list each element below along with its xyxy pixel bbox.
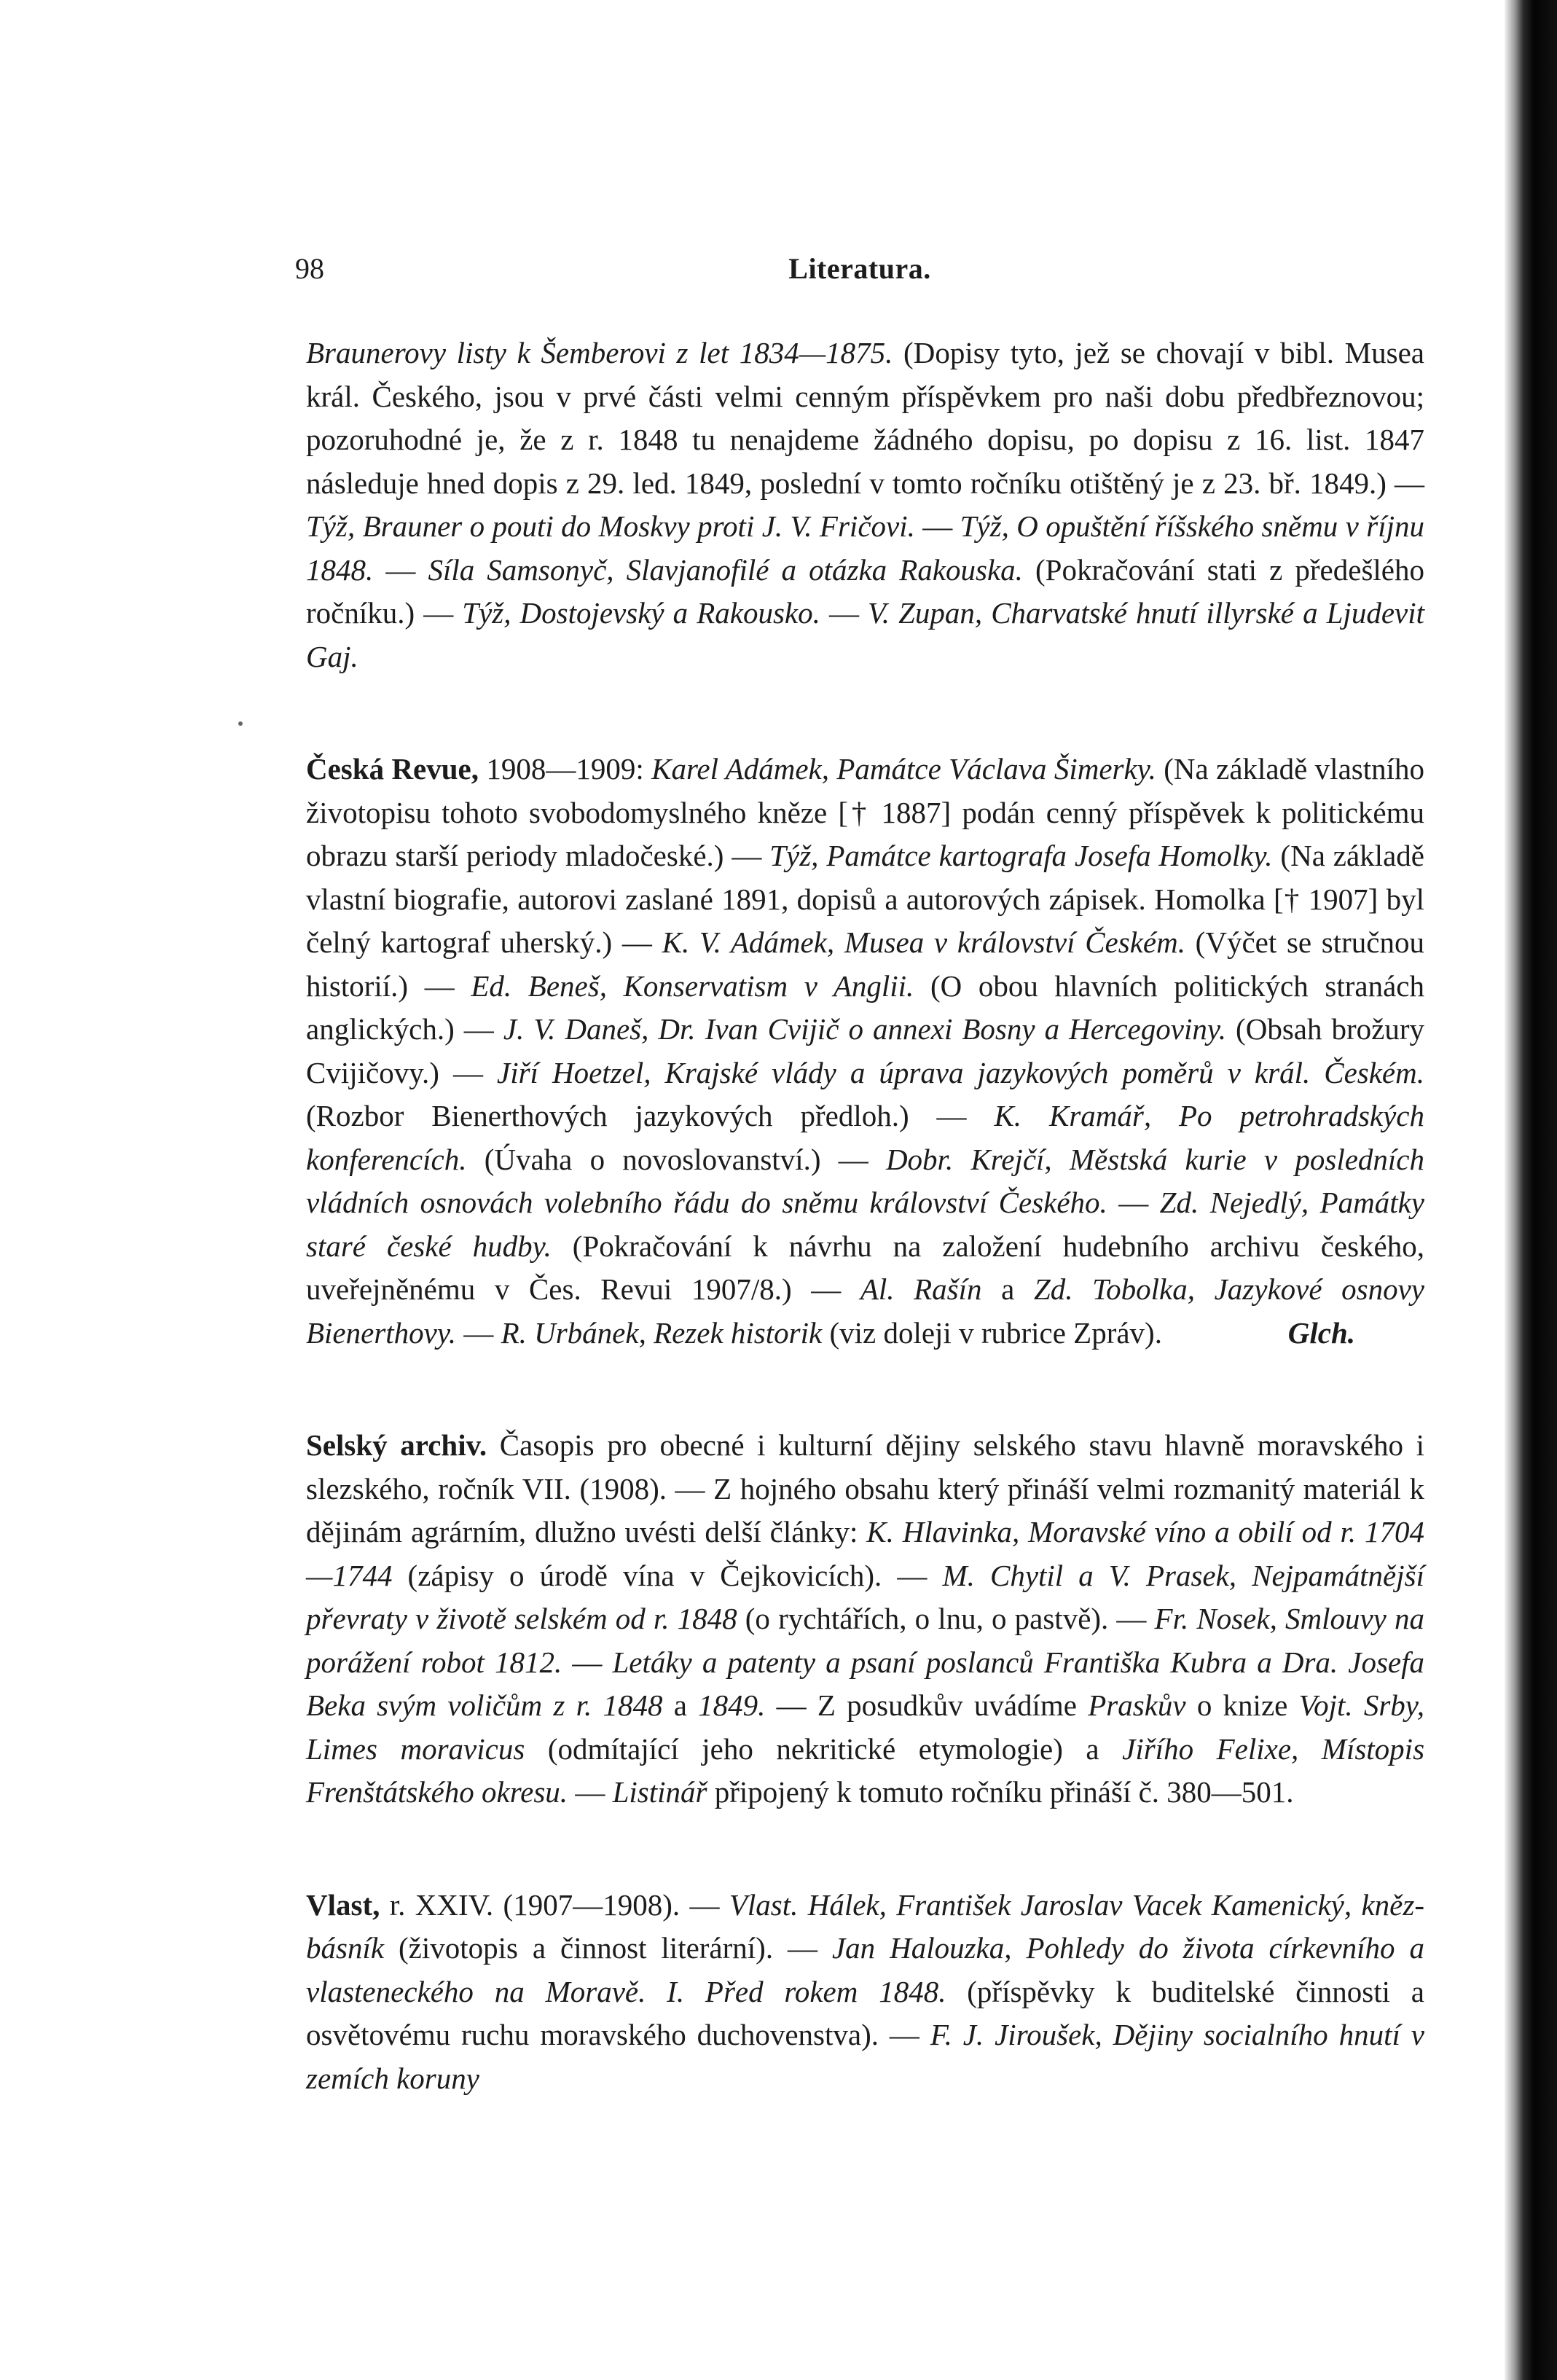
- entry-text: (viz doleji v rubrice Zpráv).: [822, 1315, 1162, 1350]
- entry-text: (Pokračování k návrhu na založení hudebního archivu českého, uveřejněnému v Čes. Revui 1907/8.) —: [306, 1229, 1424, 1306]
- margin-mark: [238, 721, 243, 726]
- entry-citation: Fr. Nosek, Smlouvy na porážení robot 1812.: [306, 1602, 1424, 1679]
- entry-text: —: [914, 509, 960, 543]
- entry-title: Braunerovy listy k Šemberovi z let 1834—1875.: [306, 336, 893, 369]
- entry-text: r. XXIV. (1907—1908). —: [380, 1887, 729, 1922]
- entry-text: (Na základě vlastní biografie, autorovi zaslané 1891, dopisů a autorových zápisek. Homolka [† 1907] byl čelný kartograf uherský.) —: [306, 839, 1424, 959]
- entry-citation: R. Urbánek, Rezek historik: [501, 1315, 823, 1350]
- entry-citation: J. V. Daneš, Dr. Ivan Cvijič o annexi Bosny a Hercegoviny.: [503, 1012, 1227, 1046]
- entry-text: (o rychtářích, o lnu, o pastvě). —: [737, 1602, 1155, 1635]
- entry-citation: Týž, Dostojevský a Rakousko.: [462, 596, 820, 630]
- entry-text: 1908—1909:: [479, 752, 652, 786]
- entry-text: (Rozbor Bienerthových jazykových předloh.) —: [306, 1099, 995, 1132]
- entry-text: —: [1107, 1186, 1160, 1219]
- journal-name: Selský archiv.: [306, 1428, 487, 1462]
- entry-text: —: [373, 552, 428, 587]
- entry-text: — Z posudkův uvádíme: [765, 1688, 1089, 1722]
- entry-citation: K. Hlavinka, Moravské víno a obilí od r. 1704—1744: [306, 1515, 1424, 1592]
- entry-text: (Na základě vlastního životopisu tohoto svobodomyslného kněze [† 1887] podán cenný příspěvek k politickému obrazu starší periody mladočeské.) —: [306, 752, 1424, 872]
- entry-citation: Týž, O opuštění říšského sněmu v říjnu 1848.: [306, 509, 1424, 587]
- entry-text: (Výčet se stručnou historií.) —: [306, 925, 1424, 1003]
- entry-citation: Týž, Památce kartografa Josefa Homolky.: [769, 839, 1273, 872]
- entry-citation: Letáky a patenty a psaní poslanců Františka Kubra a Dra. Josefa Beka svým voličům z r. 1848: [306, 1645, 1425, 1722]
- entry-text: (Dopisy tyto, jež se chovají v bibl. Musea král. Českého, jsou v prvé části velmi cenným příspěvkem pro naši dobu předbřeznovou; pozoruhodné je, že z r. 1848 tu nenajdeme žádného dopisu, po dopisu z 16. list. 1847 následuje hned dopis z 29. led. 1849, poslední v tomto ročníku otištěný je z 23. bř. 1849.) —: [306, 336, 1424, 500]
- journal-name: Vlast,: [306, 1887, 380, 1922]
- entry-citation: Týž, Brauner o pouti do Moskvy proti J. V. Fričovi.: [306, 509, 915, 543]
- entry-citation: K. V. Adámek, Musea v království Českém.: [662, 925, 1185, 959]
- entry-text: (životopis a činnost literární). —: [384, 1931, 832, 1965]
- entry-text: —: [562, 1645, 613, 1679]
- entry-citation: Dobr. Krejčí, Městská kurie v posledních vládních osnovách volebního řádu do sněmu království Českého.: [306, 1142, 1424, 1219]
- entry-citation: Vojt. Srby, Limes moravicus: [306, 1688, 1424, 1766]
- entry-citation: Jiří Hoetzel, Krajské vlády a úprava jazykových poměrů v král. Českém.: [497, 1055, 1424, 1089]
- entry-citation: V. Zupan, Charvatské hnutí illyrské a Ljudevit Gaj.: [306, 596, 1424, 673]
- entry-text: —: [456, 1315, 501, 1350]
- author-signature: Glch.: [1287, 1315, 1355, 1350]
- entry-citation: Jan Halouzka, Pohledy do života církevního a vlasteneckého na Moravě. I. Před rokem 1848.: [306, 1931, 1424, 2008]
- entry-text: (Obsah brožury Cvijičovy.) —: [306, 1012, 1425, 1089]
- page-number: 98: [295, 252, 324, 285]
- entry-text: (příspěvky k buditelské činnosti a osvětovému ruchu moravského duchovenstva). —: [306, 1974, 1425, 2051]
- entry-text: (O obou hlavních politických stranách anglických.) —: [306, 968, 1424, 1046]
- running-head: Literatura.: [788, 252, 931, 285]
- entry-text: (odmítající jeho nekritické etymologie) a: [525, 1731, 1123, 1766]
- page-header: [295, 251, 1424, 295]
- entry-citation: Karel Adámek, Památce Václava Šimerky.: [651, 752, 1156, 786]
- entry-citation: Jiřího Felixe, Místopis Frenštátského okresu.: [306, 1731, 1425, 1809]
- entry-text: (zápisy o úrodě vína v Čejkovicích). —: [392, 1558, 943, 1592]
- entry-citation: Zd. Tobolka, Jazykové osnovy Bienerthovy.: [306, 1272, 1424, 1350]
- body-text: [306, 332, 1424, 2100]
- entry-citation: M. Chytil a V. Prasek, Nejpamátnější převraty v životě selském od r. 1848: [306, 1558, 1424, 1635]
- entry-ceska-revue: [306, 748, 1424, 1355]
- entry-citation: Listinář: [612, 1775, 707, 1809]
- entry-citation: Vlast. Hálek, František Jaroslav Vacek Kamenický, kněz-básník: [306, 1887, 1424, 1965]
- entry-citation: Praskův: [1088, 1688, 1186, 1722]
- entry-text: o knize: [1185, 1688, 1299, 1722]
- entry-citation: Zd. Nejedlý, Památky staré české hudby.: [306, 1186, 1425, 1263]
- entry-text: a: [981, 1272, 1034, 1306]
- entry-text: —: [820, 596, 868, 630]
- entry-text: (Pokračování stati z předešlého ročníku.) —: [306, 552, 1424, 630]
- entry-selsky-archiv: [306, 1424, 1424, 1815]
- entry-text: Časopis pro obecné i kulturní dějiny selského stavu hlavně moravského i slezského, ročník VII. (1908). — Z hojného obsahu který přináší velmi rozmanitý materiál k dějinám agrárním, dlužno uvésti delší články:: [306, 1428, 1424, 1549]
- entry-citation: 1849.: [698, 1688, 766, 1722]
- entry-citation: Al. Rašín: [860, 1272, 982, 1306]
- entry-text: (Úvaha o novoslovanství.) —: [466, 1142, 886, 1176]
- entry-citation: Ed. Beneš, Konservatism v Anglii.: [471, 968, 914, 1003]
- entry-citation: F. J. Jiroušek, Dějiny socialního hnutí v zemích koruny: [306, 2018, 1424, 2095]
- entry-citation: Síla Samsonyč, Slavjanofilé a otázka Rakouska.: [428, 552, 1023, 587]
- entry-text: připojený k tomuto ročníku přináší č. 380—501.: [707, 1775, 1294, 1809]
- entry-braunerovy-listy: [306, 332, 1424, 678]
- entry-text: —: [568, 1775, 613, 1809]
- entry-citation: K. Kramář, Po petrohradských konferencích.: [306, 1099, 1424, 1176]
- entry-text: a: [662, 1688, 699, 1722]
- entry-vlast: [306, 1884, 1424, 2101]
- journal-name: Česká Revue,: [306, 752, 479, 786]
- scan-edge-shadow: [1505, 0, 1557, 2380]
